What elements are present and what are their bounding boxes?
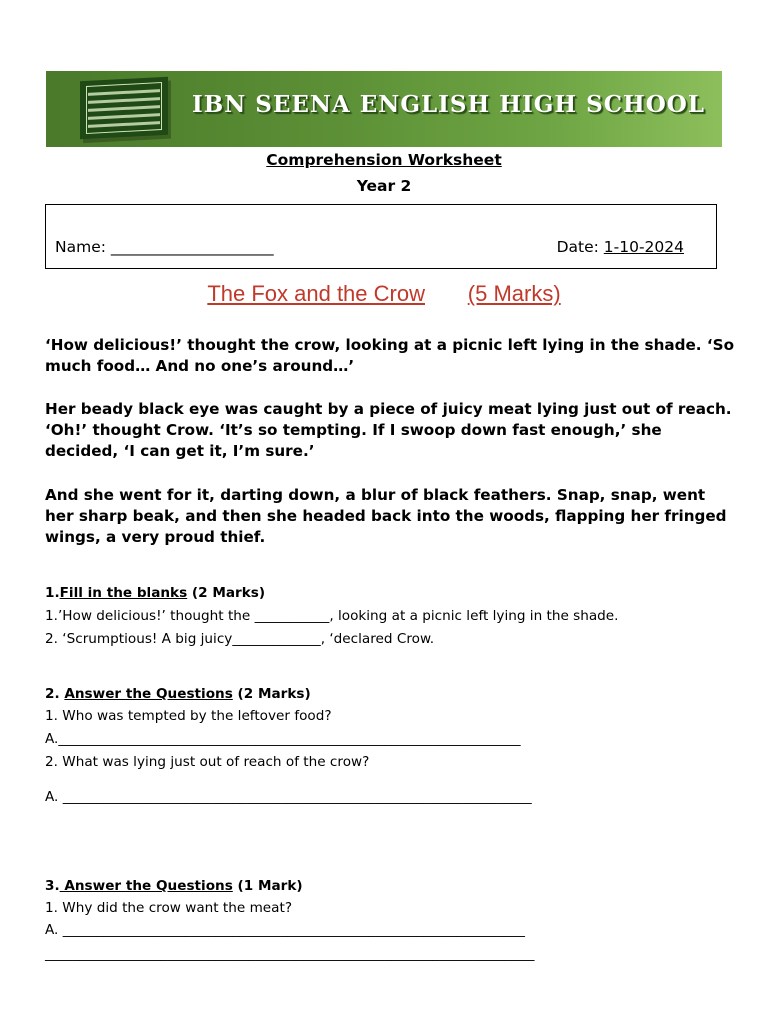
story-paragraph: And she went for it, darting down, a blur of black feathers. Snap, snap, went her sharp beak, and then she headed back into the woods, flapping her fringed wings, a very proud thief.: [45, 486, 727, 546]
fill-blank-item[interactable]: 2. ‘Scrumptious! A big juicy_____________, ‘declared Crow.: [45, 631, 435, 647]
section-2-heading: [45, 686, 311, 702]
answer-line[interactable]: ________________________________________________________________________: [45, 946, 535, 962]
name-line: [55, 238, 274, 256]
fill-blank-item[interactable]: 1.’How delicious!’ thought the ___________, looking at a picnic left lying in the shade.: [45, 608, 619, 624]
date-label: Date:: [556, 238, 599, 256]
question-text: 1. Why did the crow want the meat?: [45, 900, 293, 916]
answer-line[interactable]: A.____________________________________________________________________: [45, 731, 521, 747]
section-1-marks: (2 Marks): [187, 585, 266, 601]
student-info-box: [45, 204, 717, 269]
story-title-line: [0, 281, 768, 307]
section-3-heading: [45, 878, 303, 894]
name-label: Name:: [55, 238, 106, 256]
date-value: 1-10-2024: [603, 238, 684, 256]
story-paragraph: ‘How delicious!’ thought the crow, looking at a picnic left lying in the shade. ‘So much food… And no one’s around…’: [45, 336, 734, 375]
worksheet-year: Year 2: [356, 177, 412, 195]
date-line: [557, 238, 684, 256]
school-banner: [46, 71, 722, 147]
story-title: The Fox and the Crow: [207, 281, 425, 306]
section-3-title: Answer the Questions: [59, 878, 233, 894]
section-1-title: Fill in the blanks: [59, 585, 188, 601]
school-name: IBN SEENA ENGLISH HIGH SCHOOL: [192, 91, 706, 118]
section-2-number: 2.: [45, 686, 65, 702]
school-logo-icon: [80, 77, 168, 140]
name-field[interactable]: _____________________: [110, 238, 274, 256]
worksheet-title: Comprehension Worksheet: [266, 151, 502, 169]
answer-line[interactable]: A. ____________________________________________________________________: [45, 922, 525, 938]
story-paragraph: Her beady black eye was caught by a piece of juicy meat lying just out of reach. ‘Oh!’ thought Crow. ‘It’s so tempting. If I swoop down fast enough,’ she decided, ‘I can get it, I’m sure.’: [45, 400, 732, 460]
section-1-number: 1.: [45, 585, 60, 601]
question-text: 2. What was lying just out of reach of the crow?: [45, 754, 370, 770]
story-marks: (5 Marks): [467, 281, 561, 306]
section-3-number: 3.: [45, 878, 60, 894]
section-2-title: Answer the Questions: [64, 686, 233, 702]
section-1-heading: [45, 585, 265, 601]
section-3-marks: (1 Mark): [232, 878, 303, 894]
answer-line[interactable]: A. _____________________________________________________________________: [45, 789, 532, 805]
section-2-marks: (2 Marks): [232, 686, 311, 702]
question-text: 1. Who was tempted by the leftover food?: [45, 708, 332, 724]
